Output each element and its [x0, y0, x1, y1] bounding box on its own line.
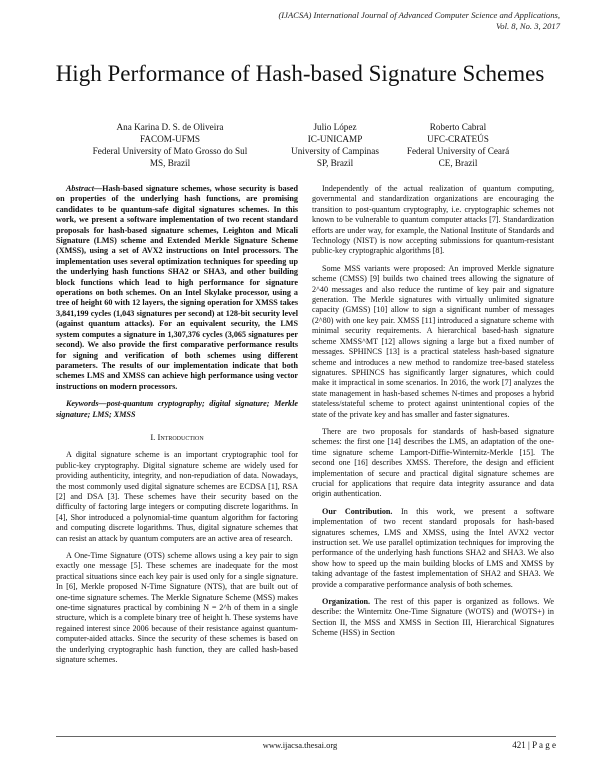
footer-url[interactable]: www.ijacsa.thesai.org	[262, 740, 338, 750]
author-affiliation: FACOM-UFMS	[139, 134, 201, 144]
author-block	[60, 121, 280, 169]
abstract	[56, 184, 298, 392]
author-block	[275, 121, 395, 169]
author-location: MS, Brazil	[149, 158, 191, 168]
abstract-label: Abstract	[66, 184, 94, 193]
left-column	[56, 184, 298, 672]
paragraph: Some MSS variants were proposed: An improved Merkle signature scheme (CMSS) [9] builds two chained trees allowing the signature of 2^40 messages and also reduce the runtime of key pair and signature generation. The Merkle signatures with virtually unlimited signature capacity (GMSS) [10] allow to sign a significant number of messages (2^80) with one key pair. XMSS [11] introduced a signature scheme with minimal security requirements. A hierarchical based-hash signature scheme XMSS^MT [12] allows signing a large but a fixed number of messages. SPHINCS [13] is a practical stateless hash-based signature scheme and introduces a new method to randomize tree-based stateless signatures. SPHINCS has significantly larger signatures, which could make it impractical in some scenarios. In 2016, the work [7] analyzes the state management in hash-based schemes N-times and proposes a hybrid stateless/stateful scheme to protect against unintentional copies of the state of the private key and has smaller and faster signatures.	[312, 263, 554, 419]
organization-paragraph	[312, 597, 554, 639]
abstract-text: —Hash-based signature schemes, whose security is based on properties of the underlying hash functions, are promising candidates to be quantum-safe digital signatures schemes. In this work, we present a software implementation of two recent standard proposals for hash-based signature schemes, Leighton and Micali Signature (LMS) scheme and Extended Merkle Signature Scheme (XMSS), using a set of AVX2 instructions on Intel processors. The implementation uses several optimization techniques for speeding up the underlying hash functions SHA2 or SHA3, and other building block functions which lead to high performance for signature operations on both schemes. On an Intel Skylake processor, using a tree of height 60 with 12 layers, the signing operation for XMSS takes 3,841,199 cycles (1,043 signatures per second) at 128-bit security level (against quantum attacks). For an equivalent security, the LMS system computes a signature in 1,307,376 cycles (3,065 signatures per second). We also provide the first comparative performance results for signing and verification of both schemes using different parameters. The results of our implementation indicate that both schemes LMS and XMSS can achieve high performance using vector instructions on modern processors.	[56, 184, 298, 391]
keywords	[56, 399, 298, 420]
paragraph: There are two proposals for standards of hash-based signature schemes: the first one [14] describes the LMS, an adaptation of the one-time signature scheme Lamport-Diffie-Winternitz-Merkle [15]. The second one [16] describes XMSS. Therefore, the design and efficient implementation of secure and practical digital signature schemes are crucial for applications that require data integrity assurance and data origin authentication.	[312, 426, 554, 499]
organization-label: Organization.	[322, 597, 371, 607]
right-column	[312, 184, 554, 646]
journal-line-2: Vol. 8, No. 3, 2017	[496, 21, 560, 31]
footer-divider	[56, 736, 556, 737]
author-affiliation: IC-UNICAMP	[307, 134, 363, 144]
contribution-paragraph	[312, 507, 554, 590]
keywords-label: Keywords	[66, 399, 99, 409]
paragraph: A One-Time Signature (OTS) scheme allows using a key pair to sign exactly one message [5]. These schemes are inadequate for the most practical situations since each key pair is used only for a single signature. In [6], Merkle proposed N-Time Signature (NTS), that are built out of one-time signature schemes. The Merkle Signature Scheme (MSS) makes one-time signatures practical by combining N = 2^h of them in a single structure, which is a complete binary tree of height h. These systems have regained interest since 2006 because of their resistance against quantum-computer-aided attacks. Since the security of these schemes is based on the underlying cryptographic hash function, they are called hash-based signature schemes.	[56, 551, 298, 665]
paragraph: Independently of the actual realization of quantum computing, governmental and standardization organizations are encouraging the transition to post-quantum cryptography, i.e. cryptographic schemes not known to be vulnerable to quantum computer attacks [7]. Standardization efforts are under way, for example, the National Institute of Standards and Technology (NIST) is now accepting submissions for quantum-resistant public-key cryptographic algorithms [8].	[312, 184, 554, 256]
author-name: Julio López	[313, 122, 357, 132]
contribution-text: In this work, we present a software implementation of two recent standard proposals for hash-based signatures schemes, LMS and XMSS, using the Intel AVX2 vector instruction set. We use parallel optimization techniques for improving the performance of the underlying hash functions SHA2 and SHA3. We also show how to speed up the main building blocks of LMS and XMSS by taking advantage of the fastest implementation of SHA2 and SHA3. We provide a comparative performance analysis of both schemes.	[312, 506, 554, 589]
contribution-label: Our Contribution.	[322, 506, 393, 516]
author-location: CE, Brazil	[438, 158, 478, 168]
author-name: Ana Karina D. S. de Oliveira	[116, 122, 224, 132]
keywords-text: —post-quantum cryptography; digital signature; Merkle signature; LMS; XMSS	[56, 399, 298, 419]
organization-text: The rest of this paper is organized as follows. We describe: the Winternitz One-Time Signature (WOTS) and (WOTS+) in Section II, the MSS and XMSS in Section III, Hierarchical Signatures Scheme (HSS) in Section	[312, 597, 554, 638]
author-location: SP, Brazil	[316, 158, 354, 168]
author-institution: University of Campinas	[291, 146, 379, 156]
author-affiliation: UFC-CRATEÚS	[427, 134, 489, 144]
journal-header	[260, 10, 560, 32]
paragraph: A digital signature scheme is an important cryptographic tool for public-key cryptography. Digital signature scheme are widely used for providing authenticity, integrity, and non-repudiation of data. Nowadays, the most commonly used digital signature schemes are ECDSA [1], RSA [2] and DSA [3]. These schemes have their security based on the difficulty of factoring large integers or computing discrete logarithms. In [4], Shor introduced a polynomial-time quantum algorithm for factoring and computing discrete logarithms. Thus, digital signature schemes that can resist an attack by quantum computers are an active area of research.	[56, 450, 298, 543]
author-block	[378, 121, 538, 169]
author-institution: Federal University of Ceará	[406, 146, 510, 156]
journal-line-1: (IJACSA) International Journal of Advanced Computer Science and Applications,	[278, 10, 560, 20]
author-institution: Federal University of Mato Grosso do Sul	[92, 146, 248, 156]
section-heading: I. Introduction	[150, 431, 204, 442]
page-number: 421 | P a g e	[512, 740, 556, 750]
author-name: Roberto Cabral	[429, 122, 487, 132]
paper-title: High Performance of Hash-based Signature Schemes	[55, 61, 545, 86]
